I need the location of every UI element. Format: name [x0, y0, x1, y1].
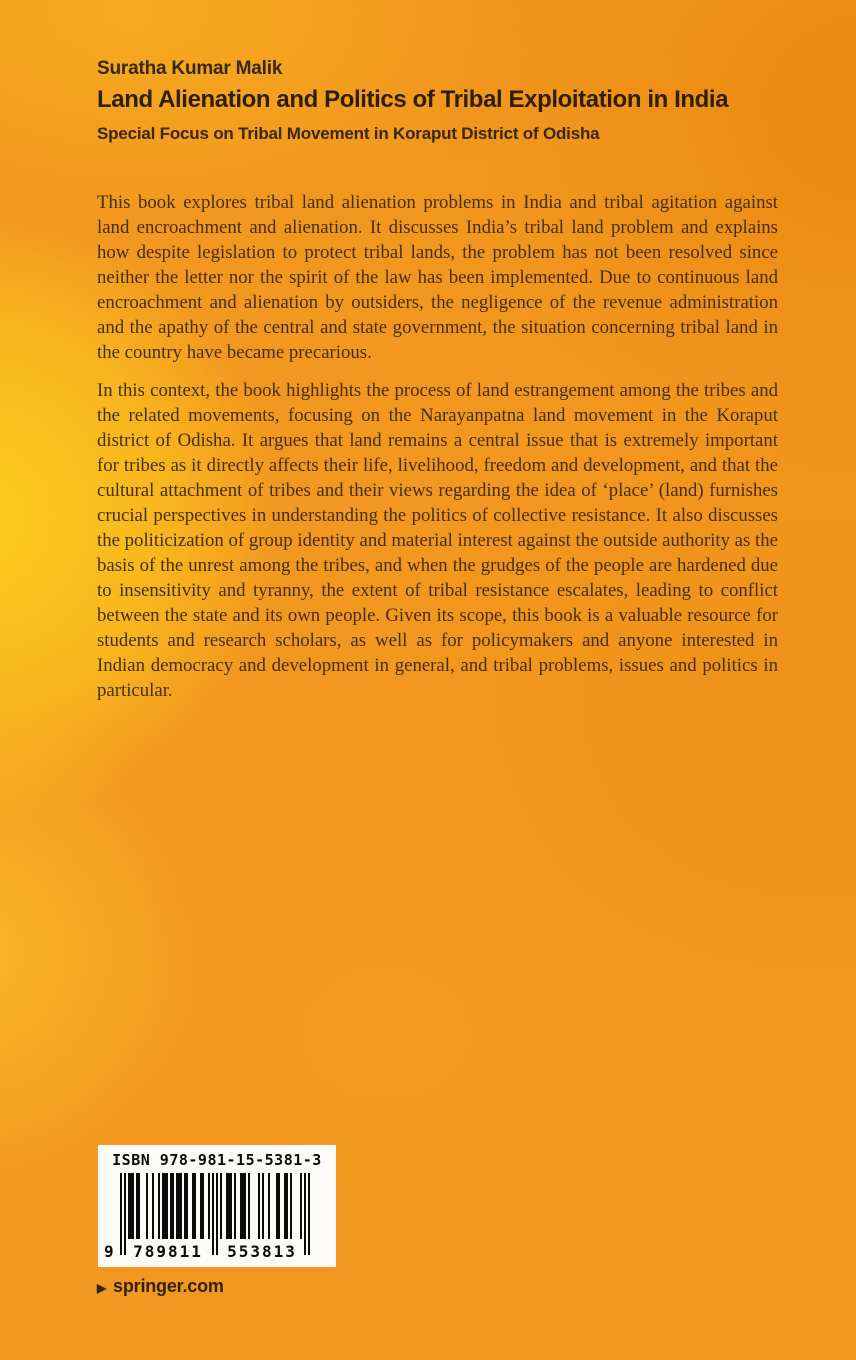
title-block: [97, 58, 787, 144]
author-name: Suratha Kumar Malik: [97, 58, 283, 79]
back-cover-blurb: [97, 190, 778, 703]
blurb-paragraph-1: This book explores tribal land alienation problems in India and tribal agitation against land encroachment and alienation. It discusses India’s tribal land problem and explains how despite legislation to protect tribal lands, the problem has not been resolved since neither the letter nor the spirit of the law has been implemented. Due to continuous land encroachment and alienation by outsiders, the negligence of the revenue administration and the apathy of the central and state government, the situation concerning tribal land in the country have became precarious.: [97, 192, 778, 363]
isbn-barcode-box: [98, 1145, 336, 1267]
ean13-barcode: [98, 1173, 336, 1263]
barcode-digit-group-2: 553813: [227, 1242, 297, 1261]
book-title: Land Alienation and Politics of Tribal Exploitation in India: [97, 86, 729, 113]
isbn-number: ISBN 978-981-15-5381-3: [112, 1151, 322, 1169]
barcode-digits: [98, 1242, 336, 1261]
barcode-digit-lead: 9: [104, 1242, 114, 1261]
play-arrow-icon: ▶: [97, 1280, 107, 1295]
blurb-paragraph-2: In this context, the book highlights the process of land estrangement among the tribes and the related movements, focusing on the Narayanpatna land movement in the Koraput district of Odisha. It argues that land remains a central issue that is extremely important for tribes as it directly affects their life, livelihood, freedom and development, and that the cultural attachment of tribes and their views regarding the idea of ‘place’ (land) furnishes crucial perspectives in understanding the politics of collective resistance. It also discusses the politicization of group identity and material interest against the outside authority as the basis of the unrest among the tribes, and when the grudges of the people are hardened due to insensitivity and tyranny, the extent of tribal resistance escalates, leading to conflict between the state and its own people. Given its scope, this book is a valuable resource for students and research scholars, as well as for policymakers and anyone interested in Indian democracy and development in general, and tribal problems, issues and politics in particular.: [97, 380, 778, 701]
book-subtitle: Special Focus on Tribal Movement in Koraput District of Odisha: [97, 123, 600, 143]
barcode-digit-group-1: 789811: [133, 1242, 203, 1261]
publisher-footer: [97, 1276, 224, 1297]
publisher-url: springer.com: [113, 1276, 224, 1296]
